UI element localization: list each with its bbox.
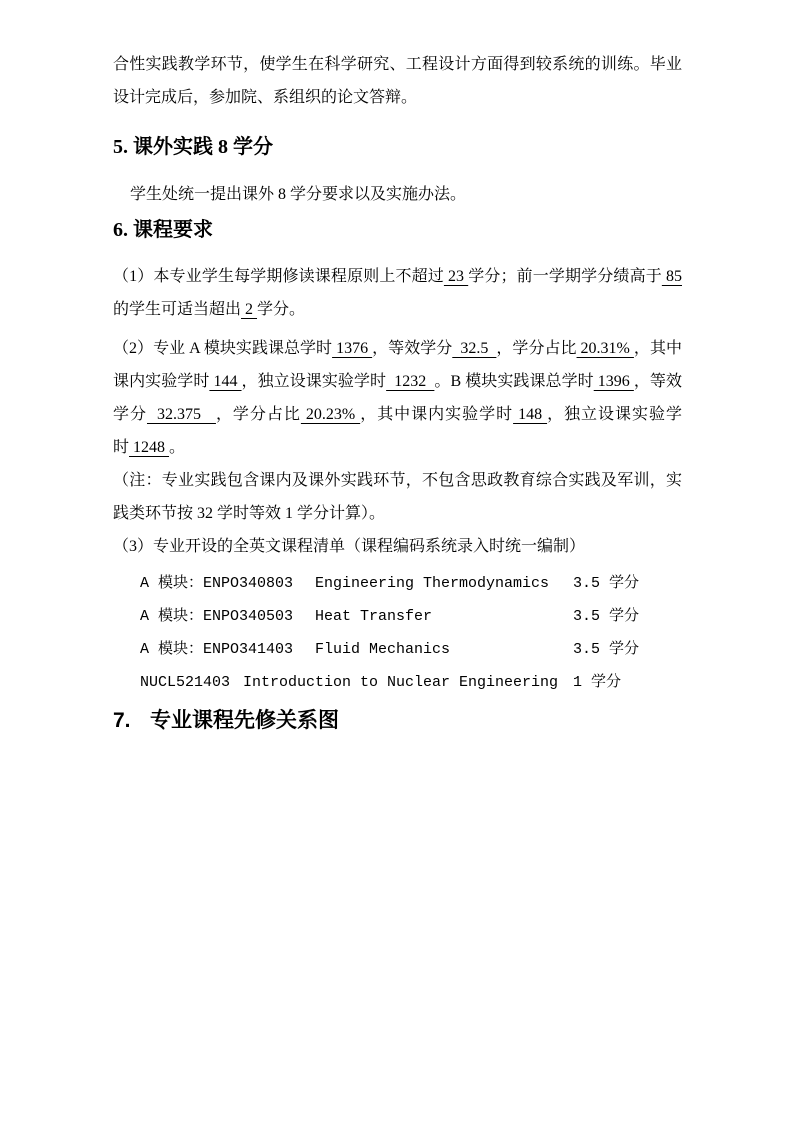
filled-blank-value: 1376 <box>332 340 373 357</box>
text-segment: 。 <box>169 439 186 456</box>
paragraph-continued: 合性实践教学环节，使学生在科学研究、工程设计方面得到较系统的训练。毕业设计完成后，参加院、系组织的论文答辩。 <box>113 56 682 106</box>
section5-heading: 5. 课外实践 8 学分 <box>113 136 273 158</box>
course-module: A 模块： <box>140 641 204 658</box>
text-segment: ，独立设课实验学时 <box>241 373 387 390</box>
course-module-code <box>140 666 243 699</box>
text-segment: ，等效学分 <box>372 340 453 357</box>
section7-heading <box>113 706 682 736</box>
course-credits: 3.5 学分 <box>573 608 640 625</box>
text-segment: ，其中课内实验学时 <box>113 340 682 390</box>
course-module-code <box>140 633 315 666</box>
course-name: Heat Transfer <box>315 608 433 625</box>
course-module-code <box>140 600 315 633</box>
filled-blank-value: 20.31% <box>576 340 634 357</box>
text-segment: ，学分占比 <box>215 406 301 423</box>
filled-blank-value: 148 <box>513 406 548 423</box>
text-segment: ，等效学分 <box>113 373 682 423</box>
course-name: Engineering Thermodynamics <box>315 575 550 592</box>
filled-blank-value: 144 <box>209 373 242 390</box>
text-segment: ，其中课内实验学时 <box>360 406 514 423</box>
filled-blank-value: 1248 <box>129 439 170 456</box>
course-row <box>113 633 682 666</box>
text-segment: 的学生可适当超出 <box>113 301 242 318</box>
course-name: Fluid Mechanics <box>315 641 451 658</box>
course-row <box>113 666 682 699</box>
section6-paragraph-1 <box>113 260 682 326</box>
section6-paragraph-3: （3）专业开设的全英文课程清单（课程编码系统录入时统一编制） <box>113 538 586 555</box>
course-module: A 模块： <box>140 575 204 592</box>
course-code: NUCL521403 <box>140 674 231 691</box>
english-course-list <box>113 567 682 699</box>
filled-blank-value: 1396 <box>593 373 634 390</box>
course-name: Introduction to Nuclear Engineering <box>243 674 559 691</box>
course-credits: 1 学分 <box>573 674 622 691</box>
course-row <box>113 567 682 600</box>
filled-blank-value: 85 <box>661 268 682 285</box>
text-segment: ，独立设课实验学时 <box>113 406 682 456</box>
course-module-code <box>140 567 315 600</box>
text-segment: ，学分占比 <box>496 340 577 357</box>
text-segment: 学分。 <box>257 301 306 318</box>
section6-paragraph-2 <box>113 332 682 464</box>
text-segment: 学分；前一学期学分绩高于 <box>468 268 662 285</box>
section5-body: 学生处统一提出课外 8 学分要求以及实施办法。 <box>130 186 467 203</box>
text-segment: 。B 模块实践课总学时 <box>434 373 594 390</box>
course-code: ENPO340503 <box>203 608 294 625</box>
course-credits: 3.5 学分 <box>573 575 640 592</box>
text-segment: （2）专业 A 模块实践课总学时 <box>113 340 333 357</box>
filled-blank-value: 32.5 <box>452 340 497 357</box>
course-code: ENPO341403 <box>203 641 294 658</box>
section7-title: 专业课程先修关系图 <box>150 709 339 732</box>
section7-number: 7. <box>113 709 131 732</box>
filled-blank-value: 32.375 <box>146 406 216 423</box>
filled-blank-value: 1232 <box>386 373 435 390</box>
filled-blank-value: 2 <box>241 301 258 318</box>
course-module: A 模块： <box>140 608 204 625</box>
section6-note: （注：专业实践包含课内及课外实践环节，不包含思政教育综合实践及军训，实践类环节按 32 学时等效 1 学分计算）。 <box>113 472 682 522</box>
course-code: ENPO340803 <box>203 575 294 592</box>
course-credits: 3.5 学分 <box>573 641 640 658</box>
text-segment: （1）本专业学生每学期修读课程原则上不超过 <box>113 268 444 285</box>
filled-blank-value: 23 <box>443 268 469 285</box>
filled-blank-value: 20.23% <box>300 406 361 423</box>
section6-heading: 6. 课程要求 <box>113 219 213 241</box>
course-row <box>113 600 682 633</box>
